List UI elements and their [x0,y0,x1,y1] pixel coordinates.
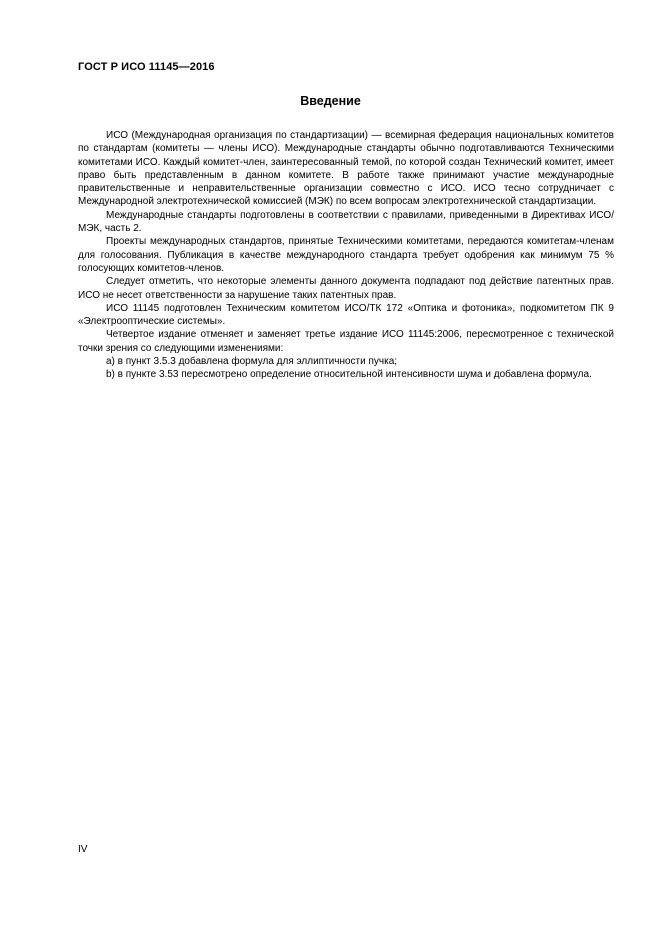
paragraph-iso-intro: ИСО (Международная организация по стандартизации) — всемирная федерация национальных комитетов по стандартам (комитеты — члены ИСО). Международные стандарты обычно подготавливаются Техническими комитетами ИСО. Каждый комитет-член, заинтересованный темой, по которой создан Технический комитет, имеет право быть представленным в данном комитете. В работе также принимают участие международные правительственные и неправительственные организации совместно с ИСО. ИСО тесно сотрудничает с Международной электротехнической комиссией (МЭК) по всем вопросам электротехнической стандартизации. [78,130,614,208]
document-header: ГОСТ Р ИСО 11145—2016 [78,61,215,73]
paragraph-directives: Международные стандарты подготовлены в соответствии с правилами, приведенными в Директивах ИСО/МЭК, часть 2. [78,209,614,235]
section-title: Введение [300,94,361,108]
list-item: a) в пункт 3.5.3 добавлена формула для эллиптичности пучка; [106,356,398,368]
paragraph-edition: Четвертое издание отменяет и заменяет третье издание ИСО 11145:2006, пересмотренное с технической точки зрения со следующими изменениями: [78,329,614,354]
page-number: IV [78,844,88,855]
paragraph-patents: Следует отметить, что некоторые элементы данного документа подпадают под действие патентных прав. ИСО не несет ответственности за нарушение таких патентных прав. [78,276,614,301]
paragraph-voting: Проекты международных стандартов, принятые Техническими комитетами, передаются комитетам-членам для голосования. Публикация в качестве международного стандарта требует одобрения как минимум 75 % голосующих комитетов-членов. [78,236,614,274]
list-item: b) в пункте 3.53 пересмотрено определение относительной интенсивности шума и добавлена формула. [106,369,592,381]
paragraph-committee: ИСО 11145 подготовлен Техническим комитетом ИСО/ТК 172 «Оптика и фотоника», подкомитетом ПК 9 «Электрооптические системы». [78,302,614,328]
document-body [78,129,614,382]
